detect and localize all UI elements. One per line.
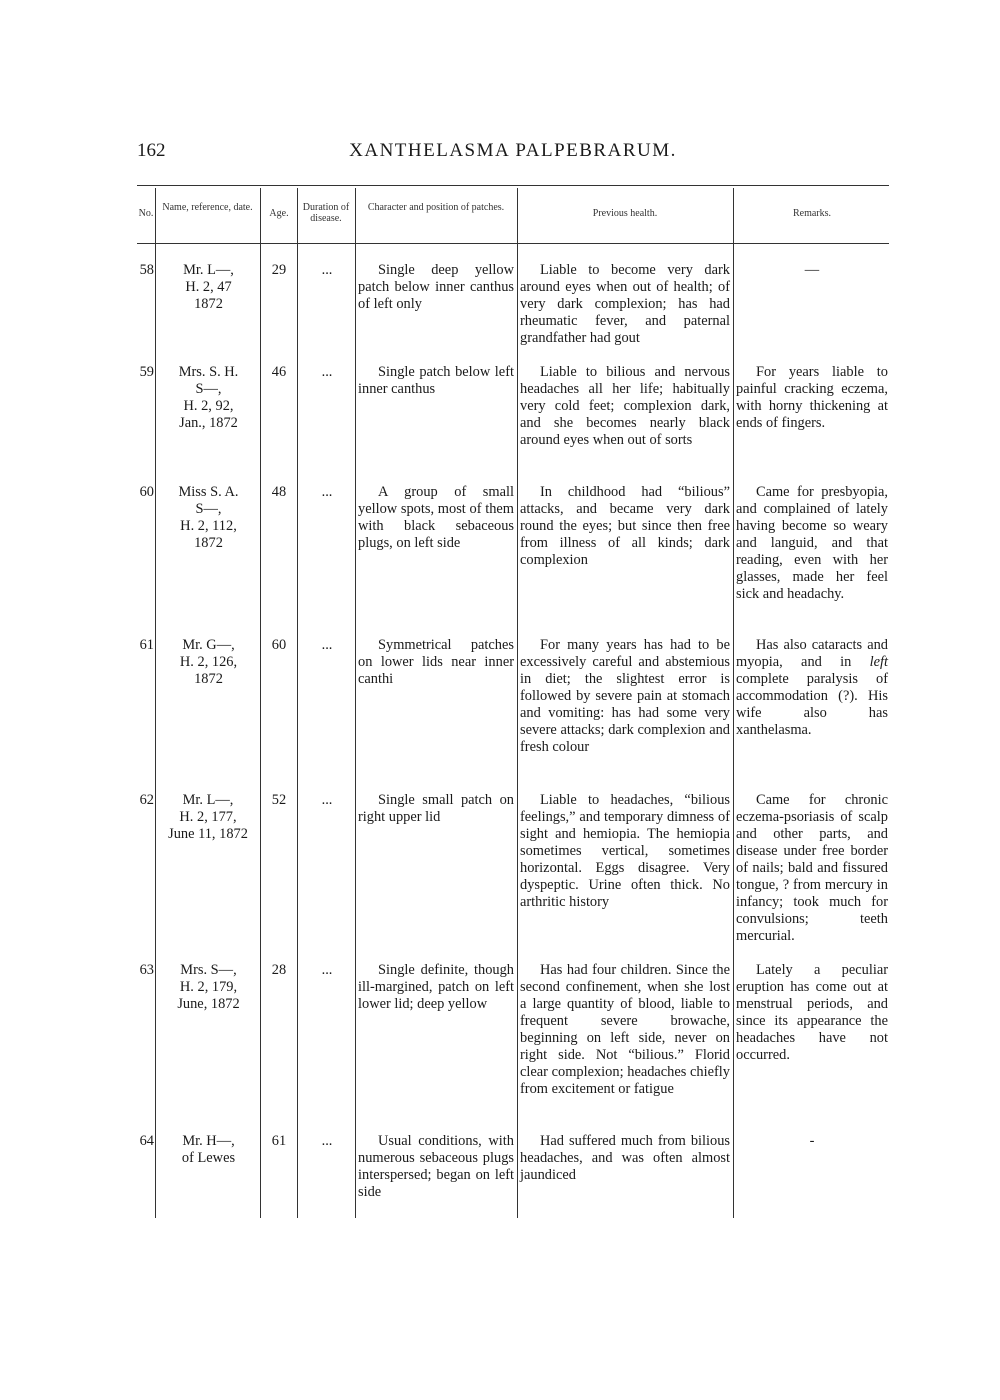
disease-duration: ... <box>321 637 333 653</box>
remarks: Came for chronic eczema-psoriasis of scalp and other parts, and disease under free border of nails; bald and fissured tongue, ? from mercury in infancy; took much for convulsions; teeth mercurial. <box>736 792 888 944</box>
remarks: Lately a peculiar eruption has come out at menstrual periods, and since its appearance the headaches have not occurred. <box>736 962 888 1063</box>
patient-name: Miss S. A. S—, H. 2, 112, 1872 <box>178 484 239 551</box>
disease-duration: ... <box>321 962 333 978</box>
column-divider <box>733 188 734 1218</box>
remarks: — <box>804 262 820 278</box>
patch-character: Usual conditions, with numerous sebaceous plugs interspersed; began on left side <box>358 1133 514 1200</box>
previous-health: Liable to bilious and nervous headaches all her life; habitually very cold feet; complexion dark, and she becomes nearly black around eyes when out of sorts <box>520 364 730 448</box>
column-divider <box>260 188 261 1218</box>
disease-duration: ... <box>321 262 333 278</box>
remarks: Came for presbyopia, and complained of lately having become so weary and languid, and that reading, even with her glasses, made her feel sick and headachy. <box>736 484 888 602</box>
remarks: For years liable to painful cracking eczema, with horny thickening at ends of fingers. <box>736 364 888 431</box>
patch-character: Symmetrical patches on lower lids near inner canthi <box>358 637 514 687</box>
patch-character: Single small patch on right upper lid <box>358 792 514 825</box>
remarks: - <box>809 1133 815 1149</box>
patch-character: Single deep yellow patch below inner canthus of left only <box>358 262 514 312</box>
column-divider <box>355 188 356 1218</box>
patient-name: Mr. G—, H. 2, 126, 1872 <box>179 637 238 687</box>
page-number: 162 <box>137 140 166 161</box>
header-bottom-rule <box>137 243 889 244</box>
previous-health: Had suffered much from bilious headaches, and was often almost jaundiced <box>520 1133 730 1183</box>
patient-name: Mr. L—, H. 2, 47 1872 <box>183 262 234 312</box>
case-number: 63 <box>139 962 154 978</box>
case-number: 60 <box>139 484 154 500</box>
disease-duration: ... <box>321 792 333 808</box>
table-top-rule <box>137 185 889 186</box>
disease-duration: ... <box>321 1133 333 1149</box>
patient-age: 29 <box>271 262 287 278</box>
case-number: 59 <box>139 364 154 380</box>
remarks: Has also cataracts and myopia, and in left complete paralysis of accommodation (?). His wife also has xanthelasma. <box>736 637 888 738</box>
previous-health: In childhood had “bilious” attacks, and became very dark round the eyes; but since then free from illness of all kinds; dark complexion <box>520 484 730 568</box>
patient-name: Mrs. S. H. S—, H. 2, 92, Jan., 1872 <box>178 364 239 431</box>
patient-name: Mr. H—, of Lewes <box>181 1133 236 1166</box>
header-previous-health: Previous health. <box>592 208 658 219</box>
running-title: XANTHELASMA PALPEBRARUM. <box>349 140 677 161</box>
header-duration: Duration of disease. <box>302 202 350 224</box>
italic-emphasis: left <box>869 654 888 670</box>
case-number: 62 <box>139 792 154 808</box>
patient-age: 60 <box>271 637 287 653</box>
patient-age: 52 <box>271 792 287 808</box>
header-no: No. <box>138 208 154 219</box>
patient-age: 28 <box>271 962 287 978</box>
disease-duration: ... <box>321 484 333 500</box>
patch-character: A group of small yellow spots, most of them with black sebaceous plugs, on left side <box>358 484 514 551</box>
column-divider <box>517 188 518 1218</box>
case-number: 58 <box>139 262 154 278</box>
header-character: Character and position of patches. <box>367 202 505 213</box>
header-age: Age. <box>269 208 289 219</box>
column-divider <box>297 188 298 1218</box>
patient-age: 61 <box>271 1133 287 1149</box>
header-remarks: Remarks. <box>792 208 832 219</box>
previous-health: Liable to become very dark around eyes when out of health; of very dark complexion; has had rheumatic fever, and paternal grandfather had gout <box>520 262 730 346</box>
patch-character: Single patch below left inner canthus <box>358 364 514 397</box>
previous-health: For many years has had to be excessively careful and abstemious in diet; the slightest error is followed by severe pain at stomach and vomiting: has had some very severe attacks; dark complexion and fresh colour <box>520 637 730 755</box>
disease-duration: ... <box>321 364 333 380</box>
patient-name: Mr. L—, H. 2, 177, June 11, 1872 <box>168 792 248 842</box>
previous-health: Has had four children. Since the second confinement, when she lost a large quantity of blood, liable to frequent severe browache, beginning on left side, never on right side. Not “bilious.” Florid clear complexion; headaches chiefly from excitement or fatigue <box>520 962 730 1097</box>
patch-character: Single definite, though ill-margined, patch on left lower lid; deep yellow <box>358 962 514 1012</box>
column-divider <box>155 188 156 1218</box>
case-number: 64 <box>139 1133 154 1149</box>
header-name: Name, reference, date. <box>162 202 253 213</box>
previous-health: Liable to headaches, “bilious feelings,” and temporary dimness of sight and hemiopia. The hemiopia sometimes vertical, sometimes horizontal. Eggs disagree. Very dyspeptic. Urine often thick. No arthritic history <box>520 792 730 910</box>
patient-name: Mrs. S—, H. 2, 179, June, 1872 <box>177 962 240 1012</box>
patient-age: 48 <box>271 484 287 500</box>
case-number: 61 <box>139 637 154 653</box>
patient-age: 46 <box>271 364 287 380</box>
page-header <box>137 140 889 170</box>
